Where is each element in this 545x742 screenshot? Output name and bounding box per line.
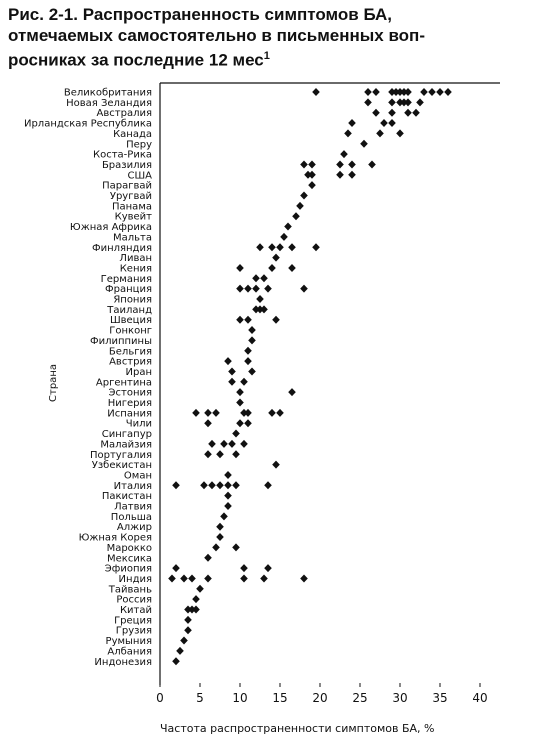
data-point xyxy=(308,160,316,168)
data-point xyxy=(268,264,276,272)
data-point xyxy=(228,440,236,448)
country-label: США xyxy=(127,170,152,182)
x-tick-label: 40 xyxy=(472,691,488,705)
data-point xyxy=(288,243,296,251)
data-point xyxy=(276,243,284,251)
data-point xyxy=(168,574,176,582)
data-point xyxy=(388,109,396,117)
x-tick-label: 5 xyxy=(196,691,204,705)
data-point xyxy=(180,637,188,645)
country-label: Великобритания xyxy=(63,87,152,99)
data-point xyxy=(224,502,232,510)
data-point xyxy=(232,430,240,438)
data-point xyxy=(204,554,212,562)
data-point xyxy=(212,409,220,417)
country-label: Кувейт xyxy=(114,211,152,223)
data-point xyxy=(312,88,320,96)
data-point xyxy=(244,409,252,417)
data-point xyxy=(184,616,192,624)
y-axis-label: Страна xyxy=(48,364,59,402)
data-point xyxy=(256,295,264,303)
data-point xyxy=(236,264,244,272)
data-point xyxy=(272,316,280,324)
title-footnote-marker: 1 xyxy=(263,50,270,62)
x-axis xyxy=(156,683,487,705)
data-point xyxy=(292,212,300,220)
data-point xyxy=(252,285,260,293)
data-point xyxy=(224,471,232,479)
data-point xyxy=(248,326,256,334)
data-point xyxy=(264,481,272,489)
data-point xyxy=(404,98,412,106)
data-point xyxy=(228,378,236,386)
data-point xyxy=(436,88,444,96)
data-point xyxy=(416,98,424,106)
country-label: Франция xyxy=(105,284,152,296)
data-point xyxy=(360,140,368,148)
data-point xyxy=(236,316,244,324)
country-label: Иран xyxy=(125,366,152,378)
data-point xyxy=(284,223,292,231)
data-point xyxy=(260,274,268,282)
data-point xyxy=(240,378,248,386)
country-label: Япония xyxy=(113,294,152,306)
data-point xyxy=(208,440,216,448)
data-point xyxy=(240,440,248,448)
country-labels xyxy=(24,88,152,668)
data-point xyxy=(348,119,356,127)
x-tick-label: 10 xyxy=(232,691,248,705)
data-point xyxy=(348,160,356,168)
data-point xyxy=(232,543,240,551)
data-point xyxy=(260,305,268,313)
data-point xyxy=(296,202,304,210)
country-label: Польша xyxy=(110,511,152,523)
data-point xyxy=(272,461,280,469)
data-point xyxy=(216,533,224,541)
data-point xyxy=(220,440,228,448)
data-point xyxy=(216,450,224,458)
data-point xyxy=(224,357,232,365)
data-point xyxy=(232,481,240,489)
data-point xyxy=(372,88,380,96)
country-label: Таиланд xyxy=(107,304,152,316)
country-label: Грузия xyxy=(115,625,152,637)
data-point xyxy=(380,119,388,127)
data-point xyxy=(372,109,380,117)
data-point xyxy=(288,264,296,272)
data-point xyxy=(244,357,252,365)
plot-frame xyxy=(160,83,500,685)
data-point xyxy=(204,419,212,427)
country-label: Индонезия xyxy=(94,656,152,668)
data-point xyxy=(388,98,396,106)
x-tick-label: 25 xyxy=(352,691,368,705)
country-label: Малайзия xyxy=(100,439,152,451)
data-point xyxy=(244,419,252,427)
title-line-1: Рис. 2-1. Распространенность симптомов БА, xyxy=(8,5,393,24)
country-label: Нигерия xyxy=(107,398,152,409)
country-label: Эстония xyxy=(108,387,152,399)
country-label: Сингапур xyxy=(101,429,152,441)
country-label: Алжир xyxy=(116,522,152,534)
data-point xyxy=(248,336,256,344)
data-point xyxy=(184,626,192,634)
x-tick-label: 30 xyxy=(392,691,408,705)
data-point xyxy=(388,119,396,127)
data-point xyxy=(212,543,220,551)
data-point xyxy=(240,564,248,572)
country-label: Австрия xyxy=(109,356,152,368)
data-point xyxy=(336,171,344,179)
data-point xyxy=(216,523,224,531)
country-label: Мексика xyxy=(107,553,152,565)
country-label: Пакистан xyxy=(101,491,152,503)
data-point xyxy=(196,585,204,593)
data-point xyxy=(236,399,244,407)
data-point xyxy=(288,388,296,396)
data-point xyxy=(236,419,244,427)
data-point xyxy=(216,481,224,489)
data-point xyxy=(192,606,200,614)
country-label: Коста-Рика xyxy=(93,149,152,161)
data-point xyxy=(444,88,452,96)
data-point xyxy=(236,285,244,293)
country-label: Эфиопия xyxy=(104,563,152,575)
data-point xyxy=(172,564,180,572)
data-point xyxy=(404,88,412,96)
country-label: Оман xyxy=(123,470,152,482)
country-label: Греция xyxy=(114,615,152,627)
data-point xyxy=(272,254,280,262)
data-points xyxy=(168,88,452,665)
data-point xyxy=(172,657,180,665)
country-label: Филиппины xyxy=(89,335,152,347)
data-point xyxy=(420,88,428,96)
x-tick-label: 0 xyxy=(156,691,164,705)
data-point xyxy=(244,347,252,355)
data-point xyxy=(364,88,372,96)
country-label: Новая Зеландия xyxy=(66,97,152,109)
country-label: Германия xyxy=(100,273,152,285)
data-point xyxy=(276,409,284,417)
data-point xyxy=(368,160,376,168)
data-point xyxy=(308,171,316,179)
country-label: Австралия xyxy=(96,108,152,120)
data-point xyxy=(428,88,436,96)
data-point xyxy=(224,481,232,489)
x-axis-label: Частота распространенности симптомов БА, % xyxy=(160,722,435,735)
data-point xyxy=(232,450,240,458)
country-label: Албания xyxy=(107,646,152,658)
data-point xyxy=(312,243,320,251)
data-point xyxy=(344,129,352,137)
country-label: Гонконг xyxy=(109,325,152,337)
data-point xyxy=(248,367,256,375)
data-point xyxy=(228,367,236,375)
country-label: Бразилия xyxy=(101,159,152,171)
country-label: Перу xyxy=(126,139,152,151)
data-point xyxy=(280,233,288,241)
country-label: Ирландская Республика xyxy=(23,118,152,130)
country-label: Панама xyxy=(112,201,152,213)
data-point xyxy=(252,274,260,282)
country-label: Чили xyxy=(125,418,152,430)
data-point xyxy=(200,481,208,489)
data-point xyxy=(300,192,308,200)
country-label: Кения xyxy=(119,263,152,275)
country-label: Индия xyxy=(118,573,152,585)
data-point xyxy=(244,316,252,324)
country-label: Мальта xyxy=(113,232,152,244)
data-point xyxy=(176,647,184,655)
country-label: Россия xyxy=(116,594,152,606)
country-label: Румыния xyxy=(105,636,152,648)
country-label: Канада xyxy=(113,128,152,140)
data-point xyxy=(172,481,180,489)
data-point xyxy=(300,285,308,293)
data-point xyxy=(404,109,412,117)
country-label: Ливан xyxy=(119,253,152,265)
data-point xyxy=(264,285,272,293)
country-label: Парагвай xyxy=(102,180,152,192)
data-point xyxy=(224,492,232,500)
data-point xyxy=(244,285,252,293)
data-point xyxy=(220,512,228,520)
country-label: Аргентина xyxy=(95,377,152,389)
country-label: Южная Африка xyxy=(69,222,152,234)
data-point xyxy=(188,574,196,582)
data-point xyxy=(236,388,244,396)
data-point xyxy=(260,574,268,582)
title-line-2: отмечаемых самостоятельно в письменных воп- xyxy=(8,26,425,45)
country-label: Бельгия xyxy=(108,346,152,358)
country-label: Уругвай xyxy=(109,191,152,202)
country-label: Португалия xyxy=(89,449,152,461)
data-point xyxy=(300,574,308,582)
data-point xyxy=(308,181,316,189)
data-point xyxy=(192,595,200,603)
country-label: Италия xyxy=(113,480,152,492)
country-label: Испания xyxy=(107,408,152,420)
country-label: Узбекистан xyxy=(91,460,152,472)
data-point xyxy=(412,109,420,117)
country-label: Китай xyxy=(119,605,152,616)
country-label: Тайвань xyxy=(108,584,152,596)
data-point xyxy=(204,450,212,458)
data-point xyxy=(396,129,404,137)
data-point xyxy=(240,574,248,582)
data-point xyxy=(208,481,216,489)
data-point xyxy=(256,243,264,251)
country-label: Финляндия xyxy=(91,242,152,254)
title-line-3: росниках за последние 12 мес xyxy=(8,50,264,70)
data-point xyxy=(264,564,272,572)
data-point xyxy=(192,409,200,417)
x-tick-label: 15 xyxy=(272,691,288,705)
data-point xyxy=(300,160,308,168)
data-point xyxy=(364,98,372,106)
country-label: Швеция xyxy=(109,315,152,327)
data-point xyxy=(204,574,212,582)
data-point xyxy=(268,409,276,417)
x-tick-label: 20 xyxy=(312,691,328,705)
country-label: Латвия xyxy=(114,501,152,513)
country-label: Марокко xyxy=(106,542,152,554)
country-label: Южная Корея xyxy=(78,532,152,544)
data-point xyxy=(376,129,384,137)
data-point xyxy=(340,150,348,158)
data-point xyxy=(268,243,276,251)
data-point xyxy=(336,160,344,168)
data-point xyxy=(180,574,188,582)
x-tick-label: 35 xyxy=(432,691,448,705)
data-point xyxy=(348,171,356,179)
data-point xyxy=(204,409,212,417)
